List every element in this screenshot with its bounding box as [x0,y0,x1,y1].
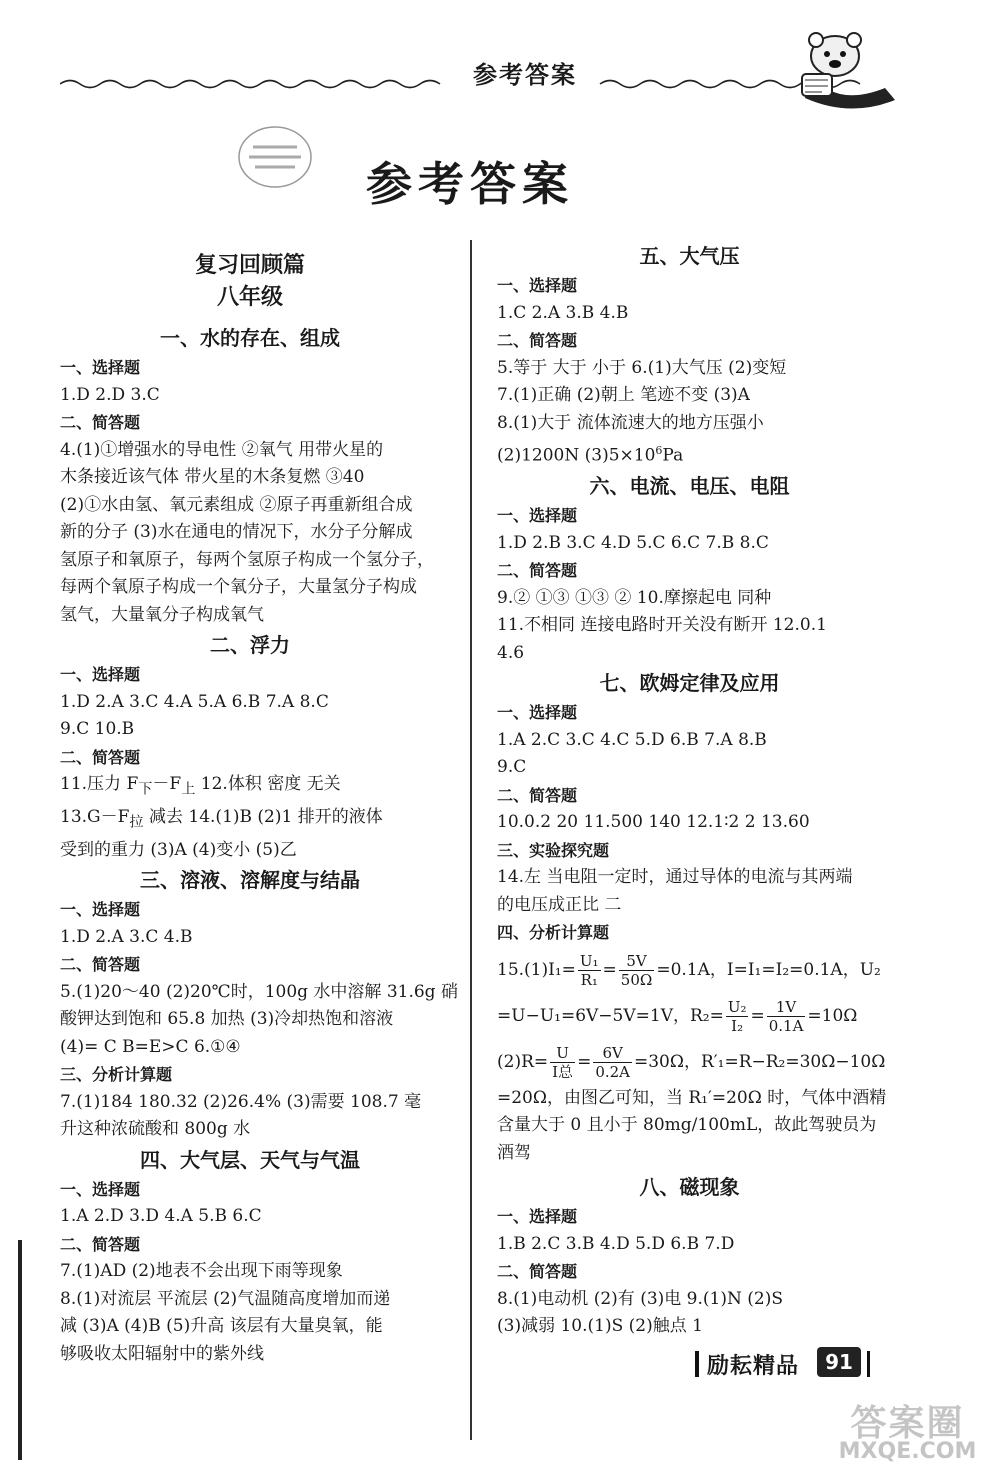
bear-mascot-icon [790,28,900,113]
answer-line: 氢原子和氧原子，每两个氢原子构成一个氢分子， [60,549,434,570]
right-column [497,240,887,1341]
answer-line: 7.(1)正确 (2)朝上 笔迹不变 (3)A [497,385,750,405]
subsection-title: 一、选择题 [60,900,141,920]
answer-text: Pa [662,445,684,466]
denominator: 0.2A [595,1062,630,1081]
subscript: 下 [138,781,153,798]
equation-text: (2)R= [497,1051,549,1072]
answer-line: 10.0.2 20 11.500 140 12.1∶2 2 13.60 [497,812,810,833]
subsection-title: 二、简答题 [60,413,141,432]
page-number: 91 [817,1347,861,1377]
answer-line [60,804,440,837]
answer-text: (2)1200N (3)5×10 [497,445,656,466]
equation-text: =10Ω [807,1005,858,1026]
answer-line: 受到的重力 (3)A (4)变小 (5)乙 [60,839,297,860]
answer-line: 酒驾 [497,1142,531,1163]
equation-text: = [750,1005,765,1026]
section-title: 一、水的存在、组成 [160,326,340,350]
section-title: 二、浮力 [210,633,290,657]
fraction [726,998,749,1035]
watermark [820,1395,995,1467]
answer-line: 5.等于 大于 小于 6.(1)大气压 (2)变短 [497,357,787,378]
subsection-title: 二、简答题 [497,785,578,805]
subsection-title: 一、选择题 [497,703,578,723]
numerator: 1V [767,998,806,1017]
answer-line: 9.C 10.B [60,719,135,739]
answer-line [60,771,440,804]
fraction [578,952,601,989]
answer-line: 4.6 [497,642,525,663]
answer-line: 够吸收太阳辐射中的紫外线 [60,1343,264,1364]
denominator: 0.1A [768,1016,804,1035]
section-title: 四、大气层、天气与气温 [140,1147,360,1172]
equation-line [497,947,882,993]
page-title: 参考答案 [366,157,574,211]
header-title: 参考答案 [473,60,577,89]
answer-line: 含量大于 0 且小于 80mg/100mL，故此驾驶员为 [497,1115,877,1136]
denominator: R₁ [580,970,598,989]
answer-line: 5.(1)20～40 (2)20℃时，100g 水中溶解 31.6g 硝 [60,981,458,1002]
section-title: 五、大气压 [639,244,740,268]
footer-brand: 励耘精品 [707,1354,800,1379]
answer-line: 新的分子 (3)水在通电的情况下，水分子分解成 [60,522,413,542]
footer-bar [695,1351,699,1377]
subsection-title: 二、简答题 [60,1234,141,1254]
subsection-title: 一、选择题 [497,1207,578,1227]
answer-line: 8.(1)大于 流体流速大的地方压强小 [497,412,764,433]
numerator: U₁ [579,951,599,970]
answer-text: 11.压力 F [60,774,139,794]
superscript: 6 [655,444,663,457]
watermark-logo-text: 答案圈 [850,1403,965,1444]
answer-line: 7.(1)184 180.32 (2)26.4% (3)需要 108.7 毫 [60,1091,422,1112]
subsection-title: 四、分析计算题 [497,923,610,943]
fraction [593,1044,632,1081]
answer-line [497,437,882,470]
denominator: I总 [552,1062,574,1081]
answer-line: 1.B 2.C 3.B 4.D 5.D 6.B 7.D [497,1233,735,1254]
subsection-title: 一、选择题 [60,665,141,684]
answer-line: 的电压成正比 二 [497,894,622,915]
answer-line: 1.D 2.D 3.C [60,384,160,405]
equation-text: =30Ω，R′₁=R−R₂=30Ω−10Ω [634,1051,886,1072]
equation-line [497,993,882,1039]
answer-line: (2)①水由氢、氧元素组成 ②原子再重新组合成 [60,494,413,515]
answer-line: 氢气，大量氧分子构成氧气 [60,604,264,625]
subsection-title: 三、实验探究题 [497,840,610,860]
subsection-title: 一、选择题 [60,1179,141,1199]
answer-line: 7.(1)AD (2)地表不会出现下雨等现象 [60,1261,343,1282]
answer-line: 9.C [497,757,527,778]
answer-line: 减 (3)A (4)B (5)升高 该层有大量臭氧，能 [60,1316,383,1337]
numerator: 6V [593,1044,632,1063]
answer-line: 9.② ①③ ①③ ② 10.摩擦起电 同种 [497,587,772,608]
subscript: 拉 [129,814,144,831]
grade-heading: 八年级 [216,285,283,310]
answer-line: 8.(1)电动机 (2)有 (3)电 9.(1)N (2)S [497,1288,783,1309]
answer-line: =20Ω，由图乙可知，当 R₁′=20Ω 时，气体中酒精 [497,1087,887,1108]
subsection-title: 二、简答题 [497,561,578,581]
numerator: U [550,1044,575,1063]
equation-line [497,1039,886,1085]
subsection-title: 二、简答题 [497,331,578,350]
answer-text: 12.体积 密度 无关 [195,774,341,794]
answer-text: 13.G－F [60,806,130,827]
answer-line: 1.D 2.B 3.C 4.D 5.C 6.C 7.B 8.C [497,532,769,553]
subsection-title: 二、简答题 [60,955,141,975]
answer-line: 酸钾达到饱和 65.8 加热 (3)冷却热饱和溶液 [60,1009,394,1030]
answer-line: 1.A 2.C 3.C 4.C 5.D 6.B 7.A 8.B [497,729,767,750]
column-divider [470,240,472,1440]
page-footer [695,1345,875,1381]
answer-text: －F [152,774,182,794]
answer-line: 1.D 2.A 3.C 4.A 5.A 6.B 7.A 8.C [60,691,329,712]
equation-text: = [577,1051,592,1072]
answer-line: 11.不相同 连接电路时开关没有断开 12.0.1 [497,615,827,636]
answer-text: 减去 14.(1)B (2)1 排开的液体 [143,806,383,827]
footer-tick [867,1351,870,1377]
answer-line: 1.A 2.D 3.D 4.A 5.B 6.C [60,1206,262,1227]
answer-line: 14.左 当电阻一定时，通过导体的电流与其两端 [497,867,853,888]
answer-line: (3)减弱 10.(1)S (2)触点 1 [497,1316,703,1337]
answer-line: 1.C 2.A 3.B 4.B [497,302,629,323]
watermark-url: MXQE.COM [838,1439,977,1464]
answer-line: 木条接近该气体 带火星的木条复燃 ③40 [60,467,365,487]
subsection-title: 一、选择题 [60,358,141,377]
answer-line: 1.D 2.A 3.C 4.B [60,926,193,947]
subsection-title: 二、简答题 [60,747,141,767]
section-title: 六、电流、电压、电阻 [589,474,790,499]
numerator: U₂ [727,997,747,1016]
subsection-title: 二、简答题 [497,1262,578,1282]
answer-line: 8.(1)对流层 平流层 (2)气温随高度增加而递 [60,1288,391,1309]
equation-text: =U−U₁=6V−5V=1V，R₂= [497,1005,724,1026]
subsection-title: 一、选择题 [497,276,578,295]
equation-text: 15.(1)I₁= [497,959,576,980]
fraction [619,952,655,989]
answer-line: 4.(1)①增强水的导电性 ②氧气 用带火星的 [60,439,384,460]
answer-line: 每两个氧原子构成一个氧分子，大量氢分子构成 [60,577,417,597]
denominator: 50Ω [620,970,653,989]
subsection-title: 三、分析计算题 [60,1065,173,1085]
fraction [767,998,806,1035]
subscript: 上 [181,781,196,798]
fraction [550,1044,575,1081]
answer-line: (4)= C B=E>C 6.①④ [60,1036,241,1057]
denominator: I₂ [731,1016,744,1035]
section-title: 八、磁现象 [639,1175,740,1200]
section-title: 七、欧姆定律及应用 [599,671,780,696]
part-heading: 复习回顾篇 [194,253,305,278]
section-title: 三、溶液、溶解度与结晶 [140,868,360,893]
numerator: 5V [619,952,655,971]
equation-text: = [602,959,617,980]
answer-line: 升这种浓硫酸和 800g 水 [60,1119,251,1140]
equation-text: =0.1A，I=I₁=I₂=0.1A，U₂ [656,959,881,980]
page-edge-line [18,1240,22,1460]
subsection-title: 一、选择题 [497,506,578,526]
left-column [60,250,458,1368]
page-header [60,55,870,105]
